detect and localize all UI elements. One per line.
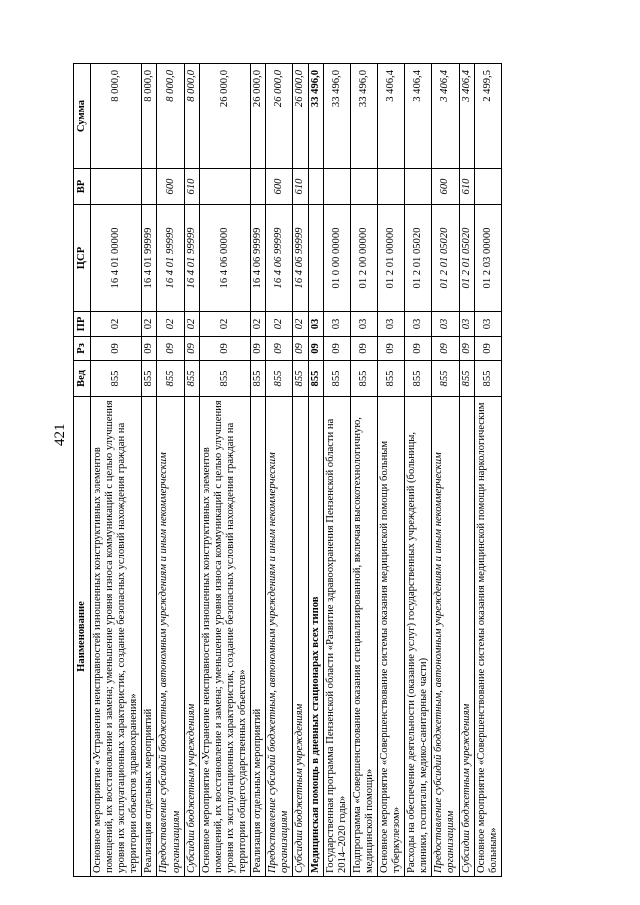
page-number: 421 bbox=[52, 423, 68, 446]
cell-rz: 09 bbox=[474, 337, 501, 361]
cell-ved: 855 bbox=[432, 361, 459, 397]
cell-csr: 01 2 01 05020 bbox=[459, 205, 474, 312]
cell-csr: 16 4 06 99999 bbox=[266, 205, 293, 312]
cell-ved: 855 bbox=[157, 361, 184, 397]
cell-rz: 09 bbox=[459, 337, 474, 361]
cell-vr bbox=[377, 169, 404, 205]
table-row bbox=[91, 64, 142, 877]
cell-sum: 2 499,5 bbox=[474, 64, 501, 169]
cell-pr: 02 bbox=[184, 312, 199, 337]
cell-rz: 09 bbox=[293, 337, 308, 361]
cell-name: Реализация отдельных мероприятий bbox=[251, 397, 266, 877]
cell-sum: 26 000,0 bbox=[293, 64, 308, 169]
cell-pr: 03 bbox=[308, 312, 323, 337]
cell-name: Расходы на обеспечение деятельности (оказание услуг) государственных учреждений (больницы, клиники, госпитали, медико-санитарные части) bbox=[405, 397, 432, 877]
cell-vr bbox=[142, 169, 157, 205]
cell-ved: 855 bbox=[184, 361, 199, 397]
cell-sum: 26 000,0 bbox=[251, 64, 266, 169]
cell-vr bbox=[251, 169, 266, 205]
cell-ved: 855 bbox=[323, 361, 350, 397]
cell-rz: 09 bbox=[377, 337, 404, 361]
cell-name: Медицинская помощь в дневных стационарах всех типов bbox=[308, 397, 323, 877]
cell-ved: 855 bbox=[199, 361, 250, 397]
cell-ved: 855 bbox=[474, 361, 501, 397]
cell-rz: 09 bbox=[157, 337, 184, 361]
cell-pr: 02 bbox=[266, 312, 293, 337]
cell-csr: 16 4 01 99999 bbox=[142, 205, 157, 312]
table-row bbox=[459, 64, 474, 877]
cell-csr: 01 2 01 00000 bbox=[377, 205, 404, 312]
cell-vr: 610 bbox=[293, 169, 308, 205]
rotated-page-content bbox=[73, 64, 561, 877]
table-row bbox=[323, 64, 350, 877]
cell-name: Субсидии бюджетным учреждениям bbox=[184, 397, 199, 877]
cell-vr: 600 bbox=[157, 169, 184, 205]
cell-pr: 03 bbox=[377, 312, 404, 337]
cell-name: Основное мероприятие «Устранение неисправностей изношенных конструктивных элементов помещений, их восстановление и замена; уменьшение уровня износа коммуникаций с целью улучшения уровня их эксплуатационных характеристик, создание безопасных условий нахождения граждан на территории объектов здравоохранения» bbox=[91, 397, 142, 877]
cell-ved: 855 bbox=[308, 361, 323, 397]
cell-name: Субсидии бюджетным учреждениям bbox=[293, 397, 308, 877]
cell-pr: 02 bbox=[142, 312, 157, 337]
header-ved: Вед bbox=[74, 361, 91, 397]
cell-name: Предоставление субсидий бюджетным, автономным учреждениям и иным некоммерческим организациям bbox=[157, 397, 184, 877]
cell-csr: 16 4 01 00000 bbox=[91, 205, 142, 312]
header-sum: Сумма bbox=[74, 64, 91, 169]
table-header-row bbox=[74, 64, 91, 877]
cell-rz: 09 bbox=[184, 337, 199, 361]
table-row bbox=[142, 64, 157, 877]
cell-vr: 610 bbox=[184, 169, 199, 205]
header-rz: Рз bbox=[74, 337, 91, 361]
table-row bbox=[405, 64, 432, 877]
cell-ved: 855 bbox=[377, 361, 404, 397]
cell-name: Предоставление субсидий бюджетным, автономным учреждениям и иным некоммерческим организациям bbox=[432, 397, 459, 877]
cell-csr: 01 2 01 05020 bbox=[405, 205, 432, 312]
header-pr: ПР bbox=[74, 312, 91, 337]
cell-name: Основное мероприятие «Совершенствование системы оказания медицинской помощи больным туберкулезом» bbox=[377, 397, 404, 877]
cell-ved: 855 bbox=[266, 361, 293, 397]
header-csr: ЦСР bbox=[74, 205, 91, 312]
cell-sum: 33 496,0 bbox=[323, 64, 350, 169]
cell-name: Реализация отдельных мероприятий bbox=[142, 397, 157, 877]
cell-rz: 09 bbox=[405, 337, 432, 361]
cell-vr bbox=[308, 169, 323, 205]
cell-sum: 3 406,4 bbox=[405, 64, 432, 169]
cell-rz: 09 bbox=[308, 337, 323, 361]
cell-pr: 02 bbox=[91, 312, 142, 337]
cell-vr bbox=[323, 169, 350, 205]
cell-name: Основное мероприятие «Совершенствование системы оказания медицинской помощи наркологическим больным» bbox=[474, 397, 501, 877]
cell-pr: 02 bbox=[157, 312, 184, 337]
table-row bbox=[377, 64, 404, 877]
cell-vr: 600 bbox=[266, 169, 293, 205]
cell-vr: 600 bbox=[432, 169, 459, 205]
cell-csr: 01 0 00 00000 bbox=[323, 205, 350, 312]
table-row bbox=[251, 64, 266, 877]
cell-sum: 26 000,0 bbox=[199, 64, 250, 169]
table-row bbox=[184, 64, 199, 877]
table-row bbox=[199, 64, 250, 877]
table-row bbox=[350, 64, 377, 877]
cell-ved: 855 bbox=[350, 361, 377, 397]
cell-sum: 3 406,4 bbox=[377, 64, 404, 169]
cell-ved: 855 bbox=[293, 361, 308, 397]
table-body bbox=[91, 64, 502, 877]
cell-vr bbox=[350, 169, 377, 205]
table-row bbox=[293, 64, 308, 877]
cell-rz: 09 bbox=[91, 337, 142, 361]
cell-rz: 09 bbox=[266, 337, 293, 361]
cell-rz: 09 bbox=[350, 337, 377, 361]
budget-table bbox=[73, 63, 502, 877]
cell-csr: 16 4 01 99999 bbox=[157, 205, 184, 312]
header-name: Наименование bbox=[74, 397, 91, 877]
cell-vr bbox=[405, 169, 432, 205]
cell-rz: 09 bbox=[251, 337, 266, 361]
table-row bbox=[157, 64, 184, 877]
cell-ved: 855 bbox=[142, 361, 157, 397]
cell-csr: 01 2 00 00000 bbox=[350, 205, 377, 312]
cell-pr: 03 bbox=[323, 312, 350, 337]
cell-csr: 01 2 01 05020 bbox=[432, 205, 459, 312]
cell-vr bbox=[199, 169, 250, 205]
cell-pr: 02 bbox=[293, 312, 308, 337]
cell-csr: 16 4 06 00000 bbox=[199, 205, 250, 312]
cell-ved: 855 bbox=[405, 361, 432, 397]
cell-name: Основное мероприятие «Устранение неисправностей изношенных конструктивных элементов помещений, их восстановление и замена; уменьшение уровня износа коммуникаций с целью улучшения уровня их эксплуатационных характеристик, создание безопасных условий нахождения граждан на территории общегосударственных объектов» bbox=[199, 397, 250, 877]
cell-sum: 3 406,4 bbox=[432, 64, 459, 169]
cell-rz: 09 bbox=[199, 337, 250, 361]
cell-name: Предоставление субсидий бюджетным, автономным учреждениям и иным некоммерческим организациям bbox=[266, 397, 293, 877]
cell-sum: 33 496,0 bbox=[350, 64, 377, 169]
cell-csr: 16 4 01 99999 bbox=[184, 205, 199, 312]
cell-csr: 16 4 06 99999 bbox=[293, 205, 308, 312]
cell-ved: 855 bbox=[251, 361, 266, 397]
cell-name: Подпрограмма «Совершенствование оказания специализированной, включая высокотехнологичную, медицинской помощи» bbox=[350, 397, 377, 877]
cell-sum: 8 000,0 bbox=[142, 64, 157, 169]
table-row bbox=[474, 64, 501, 877]
cell-sum: 8 000,0 bbox=[157, 64, 184, 169]
cell-sum: 33 496,0 bbox=[308, 64, 323, 169]
cell-pr: 03 bbox=[459, 312, 474, 337]
cell-pr: 03 bbox=[350, 312, 377, 337]
cell-vr bbox=[91, 169, 142, 205]
cell-ved: 855 bbox=[91, 361, 142, 397]
cell-rz: 09 bbox=[323, 337, 350, 361]
cell-pr: 02 bbox=[251, 312, 266, 337]
table-row bbox=[266, 64, 293, 877]
cell-rz: 09 bbox=[432, 337, 459, 361]
cell-vr: 610 bbox=[459, 169, 474, 205]
cell-name: Государственная программа Пензенской области «Развитие здравоохранения Пензенской области на 2014–2020 годы» bbox=[323, 397, 350, 877]
table-row bbox=[308, 64, 323, 877]
header-vr: ВР bbox=[74, 169, 91, 205]
cell-pr: 03 bbox=[432, 312, 459, 337]
cell-rz: 09 bbox=[142, 337, 157, 361]
cell-csr: 01 2 03 00000 bbox=[474, 205, 501, 312]
cell-sum: 3 406,4 bbox=[459, 64, 474, 169]
cell-pr: 03 bbox=[405, 312, 432, 337]
cell-pr: 03 bbox=[474, 312, 501, 337]
table-row bbox=[432, 64, 459, 877]
cell-csr: 16 4 06 99999 bbox=[251, 205, 266, 312]
cell-ved: 855 bbox=[459, 361, 474, 397]
cell-sum: 8 000,0 bbox=[184, 64, 199, 169]
cell-name: Субсидии бюджетным учреждениям bbox=[459, 397, 474, 877]
cell-csr bbox=[308, 205, 323, 312]
cell-pr: 02 bbox=[199, 312, 250, 337]
cell-sum: 8 000,0 bbox=[91, 64, 142, 169]
cell-vr bbox=[474, 169, 501, 205]
cell-sum: 26 000,0 bbox=[266, 64, 293, 169]
